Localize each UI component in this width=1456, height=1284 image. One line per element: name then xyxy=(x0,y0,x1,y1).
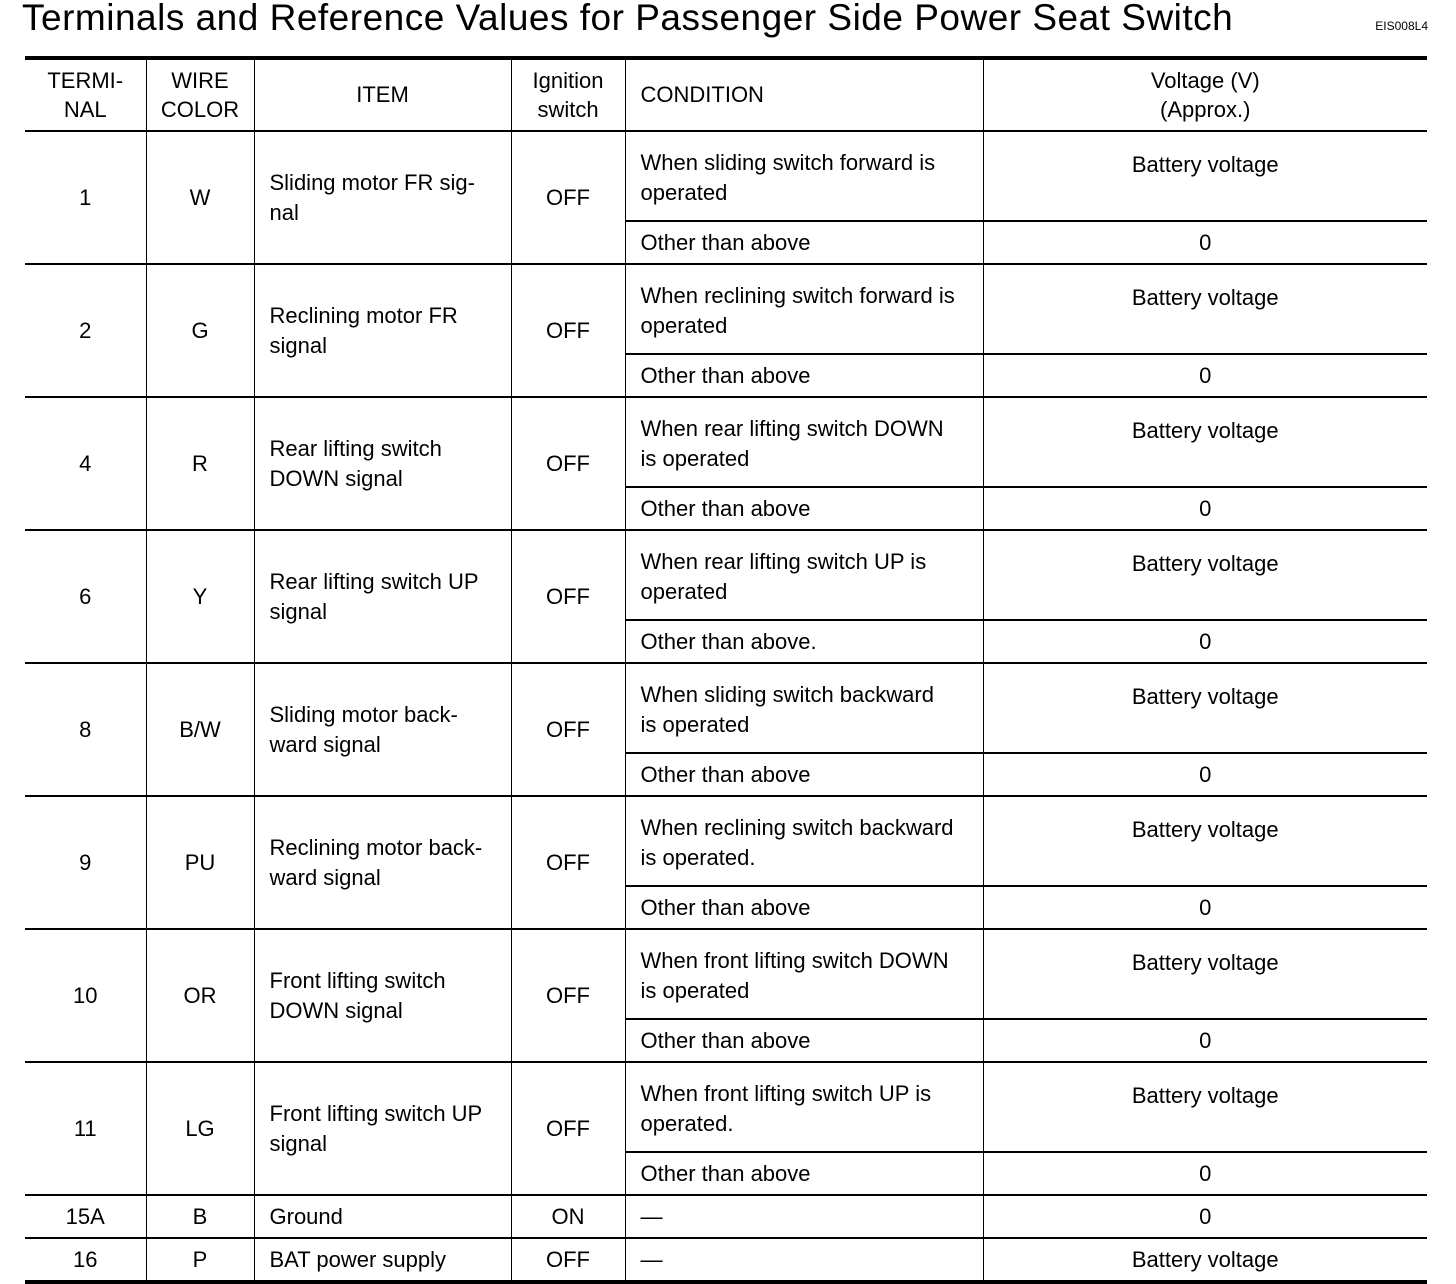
item-cell xyxy=(254,929,511,1062)
condition-cell: Other than above xyxy=(625,886,983,929)
terminal-cell: 10 xyxy=(25,929,146,1062)
condition-cell xyxy=(625,264,983,354)
item-cell xyxy=(254,530,511,663)
wire-color-cell: LG xyxy=(146,1062,254,1195)
item-cell-line: nal xyxy=(269,199,299,225)
wire-color-cell: PU xyxy=(146,796,254,929)
condition-cell: Other than above xyxy=(625,753,983,796)
condition-cell xyxy=(625,796,983,886)
wire-color-cell: B/W xyxy=(146,663,254,796)
item-cell-line: Front lifting switch xyxy=(269,968,446,993)
condition-cell-line: When reclining switch forward is xyxy=(640,283,955,308)
condition-cell xyxy=(625,1062,983,1152)
voltage-cell: 0 xyxy=(983,487,1427,530)
voltage-cell: Battery voltage xyxy=(983,131,1427,221)
header-wire-line1: WIRE xyxy=(171,67,229,93)
condition-cell-line: operated xyxy=(640,312,728,338)
header-wire-line2: COLOR xyxy=(160,97,240,122)
item-cell xyxy=(254,663,511,796)
voltage-cell: Battery voltage xyxy=(983,929,1427,1019)
voltage-cell: 0 xyxy=(983,354,1427,397)
ignition-cell: OFF xyxy=(511,397,625,530)
table-row xyxy=(25,1062,1427,1152)
condition-cell: Other than above xyxy=(625,1019,983,1062)
header-voltage-line2: (Approx.) xyxy=(1160,97,1251,122)
header-wire-color xyxy=(146,58,254,131)
item-cell-line: Reclining motor FR xyxy=(269,303,458,328)
ignition-cell: OFF xyxy=(511,796,625,929)
ignition-cell: OFF xyxy=(511,131,625,264)
table-row xyxy=(25,530,1427,620)
wire-color-cell: R xyxy=(146,397,254,530)
item-cell xyxy=(254,1062,511,1195)
condition-cell: Other than above xyxy=(625,221,983,264)
voltage-cell: Battery voltage xyxy=(983,530,1427,620)
item-cell xyxy=(254,264,511,397)
voltage-cell: 0 xyxy=(983,221,1427,264)
item-cell xyxy=(254,131,511,264)
condition-cell xyxy=(625,131,983,221)
condition-cell-line: When rear lifting switch UP is xyxy=(640,549,927,574)
table-row xyxy=(25,397,1427,487)
terminal-cell: 4 xyxy=(25,397,146,530)
condition-cell xyxy=(625,530,983,620)
item-cell-line: Rear lifting switch xyxy=(269,436,442,461)
condition-cell xyxy=(625,929,983,1019)
page-title: Terminals and Reference Values for Passenger Side Power Seat Switch xyxy=(22,0,1234,38)
voltage-cell: Battery voltage xyxy=(983,264,1427,354)
voltage-cell: 0 xyxy=(983,753,1427,796)
terminals-table xyxy=(25,56,1427,1284)
voltage-cell: Battery voltage xyxy=(983,663,1427,753)
condition-cell-line: When sliding switch backward xyxy=(640,682,934,707)
wire-color-cell: G xyxy=(146,264,254,397)
wire-color-cell: OR xyxy=(146,929,254,1062)
table-row xyxy=(25,663,1427,753)
header-row xyxy=(25,58,1427,131)
ignition-cell: OFF xyxy=(511,663,625,796)
condition-cell-line: When rear lifting switch DOWN xyxy=(640,416,944,441)
header-ignition xyxy=(511,58,625,131)
header-item: ITEM xyxy=(254,58,511,131)
terminal-cell: 16 xyxy=(25,1238,146,1282)
condition-cell-line: is operated xyxy=(640,445,750,471)
terminal-cell: 11 xyxy=(25,1062,146,1195)
voltage-cell: 0 xyxy=(983,1195,1427,1238)
ignition-cell: OFF xyxy=(511,530,625,663)
item-cell xyxy=(254,796,511,929)
table-row xyxy=(25,1195,1427,1238)
condition-cell-line: When front lifting switch UP is xyxy=(640,1081,932,1106)
header-voltage xyxy=(983,58,1427,131)
item-cell: Ground xyxy=(254,1195,511,1238)
item-cell-line: Sliding motor FR sig- xyxy=(269,170,475,195)
ignition-cell: OFF xyxy=(511,264,625,397)
ignition-cell: OFF xyxy=(511,1238,625,1282)
table-row xyxy=(25,131,1427,221)
item-cell-line: Rear lifting switch UP xyxy=(269,569,479,594)
item-cell-line: ward signal xyxy=(269,731,381,757)
condition-cell-line: operated xyxy=(640,578,728,604)
table-row xyxy=(25,1238,1427,1282)
condition-cell: Other than above xyxy=(625,354,983,397)
header-condition: CONDITION xyxy=(625,58,983,131)
terminal-cell: 15A xyxy=(25,1195,146,1238)
header-ignition-line1: Ignition xyxy=(532,67,604,93)
voltage-cell: Battery voltage xyxy=(983,1238,1427,1282)
ignition-cell: ON xyxy=(511,1195,625,1238)
terminal-cell: 2 xyxy=(25,264,146,397)
item-cell-line: DOWN signal xyxy=(269,997,403,1023)
item-cell-line: DOWN signal xyxy=(269,465,403,491)
terminal-cell: 8 xyxy=(25,663,146,796)
wire-color-cell: B xyxy=(146,1195,254,1238)
item-cell: BAT power supply xyxy=(254,1238,511,1282)
condition-cell: — xyxy=(625,1195,983,1238)
condition-cell-line: is operated. xyxy=(640,844,756,870)
condition-cell-line: operated. xyxy=(640,1110,734,1136)
terminal-cell: 1 xyxy=(25,131,146,264)
header-terminal-line1: TERMI- xyxy=(47,67,124,93)
item-cell-line: signal xyxy=(269,598,327,624)
voltage-cell: 0 xyxy=(983,620,1427,663)
table-row xyxy=(25,264,1427,354)
item-cell-line: signal xyxy=(269,1130,327,1156)
condition-cell xyxy=(625,397,983,487)
item-cell xyxy=(254,397,511,530)
terminal-cell: 6 xyxy=(25,530,146,663)
voltage-cell: Battery voltage xyxy=(983,796,1427,886)
item-cell-line: signal xyxy=(269,332,327,358)
condition-cell-line: When reclining switch backward xyxy=(640,815,954,840)
ignition-cell: OFF xyxy=(511,1062,625,1195)
condition-cell: — xyxy=(625,1238,983,1282)
condition-cell-line: is operated xyxy=(640,977,750,1003)
header-voltage-line1: Voltage (V) xyxy=(1150,67,1260,93)
voltage-cell: 0 xyxy=(983,886,1427,929)
table-row xyxy=(25,929,1427,1019)
item-cell-line: Reclining motor back- xyxy=(269,835,483,860)
condition-cell: Other than above xyxy=(625,487,983,530)
header-terminal xyxy=(25,58,146,131)
voltage-cell: Battery voltage xyxy=(983,1062,1427,1152)
voltage-cell: 0 xyxy=(983,1152,1427,1195)
voltage-cell: 0 xyxy=(983,1019,1427,1062)
voltage-cell: Battery voltage xyxy=(983,397,1427,487)
terminal-cell: 9 xyxy=(25,796,146,929)
condition-cell-line: operated xyxy=(640,179,728,205)
table-row xyxy=(25,796,1427,886)
condition-cell-line: When sliding switch forward is xyxy=(640,150,936,175)
wire-color-cell: P xyxy=(146,1238,254,1282)
condition-cell-line: is operated xyxy=(640,711,750,737)
condition-cell-line: When front lifting switch DOWN xyxy=(640,948,949,973)
header-terminal-line2: NAL xyxy=(63,97,107,122)
wire-color-cell: Y xyxy=(146,530,254,663)
ignition-cell: OFF xyxy=(511,929,625,1062)
item-cell-line: Sliding motor back- xyxy=(269,702,458,727)
wire-color-cell: W xyxy=(146,131,254,264)
condition-cell: Other than above. xyxy=(625,620,983,663)
document-code: EIS008L4 xyxy=(1375,19,1428,33)
item-cell-line: Front lifting switch UP xyxy=(269,1101,483,1126)
item-cell-line: ward signal xyxy=(269,864,381,890)
header-ignition-line2: switch xyxy=(537,97,599,122)
condition-cell xyxy=(625,663,983,753)
condition-cell: Other than above xyxy=(625,1152,983,1195)
